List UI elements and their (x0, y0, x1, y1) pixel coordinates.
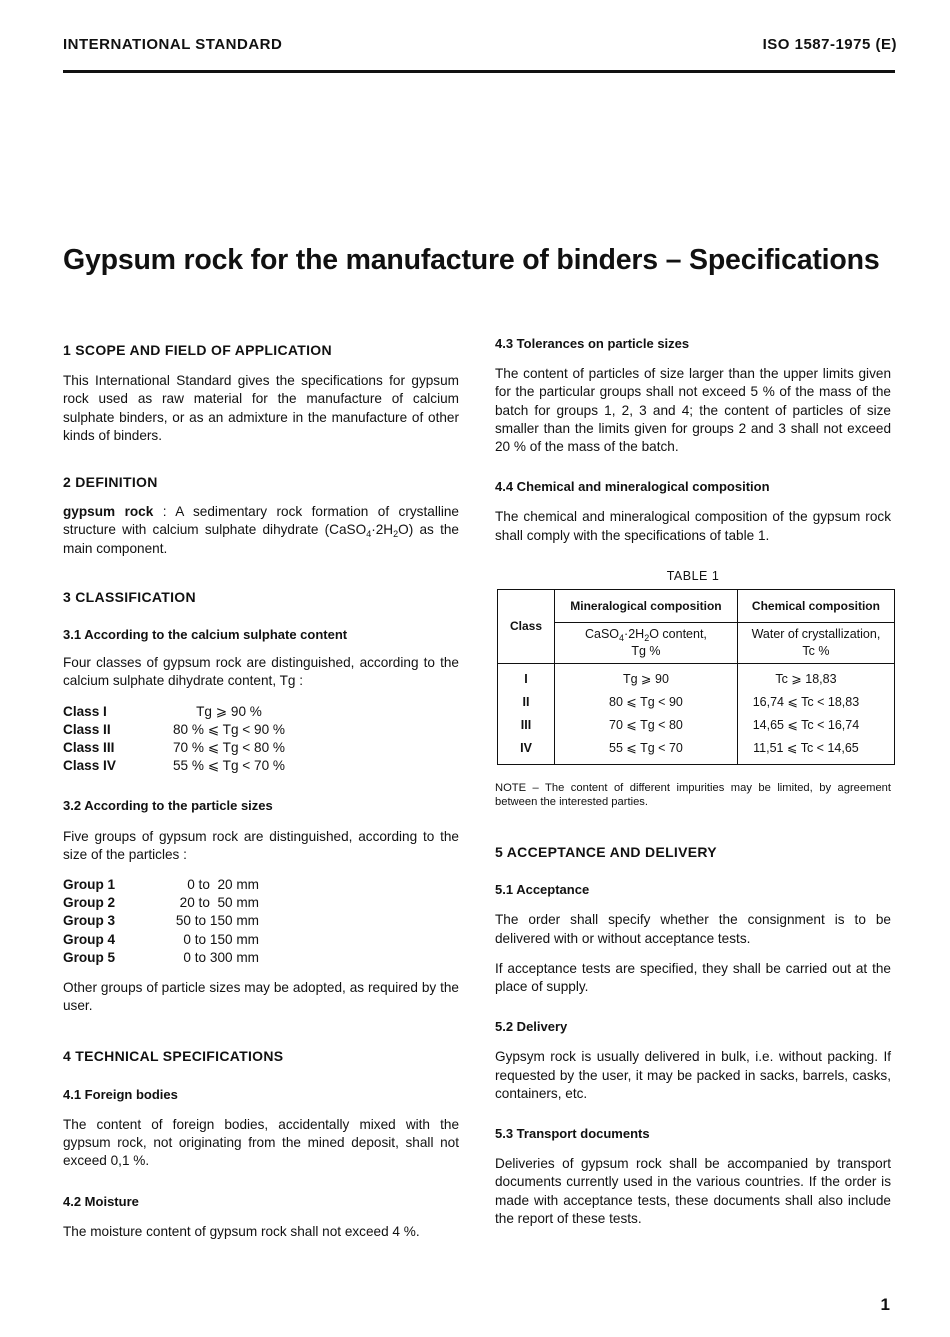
class-label: Class II (63, 721, 111, 737)
table-cell-tg: 55 ⩽ Tg < 70 (555, 737, 738, 765)
section-4-4-text: The chemical and mineralogical composition of the gypsum rock shall comply with the specifications of table 1. (495, 509, 891, 543)
table-chemical-header: Chemical composition (737, 590, 894, 623)
section-4-2-text: The moisture content of gypsum rock shall not exceed 4 %. (63, 1223, 420, 1239)
group-label: Group 3 (63, 913, 116, 929)
group-label: Group 4 (63, 931, 116, 947)
document-title: Gypsum rock for the manufacture of binders – Specifications (63, 244, 880, 276)
definition-term: gypsum rock (63, 504, 154, 520)
table-cell-class: III (498, 714, 555, 737)
section-4-3-heading: 4.3 Tolerances on particle sizes (495, 336, 690, 351)
table-1-caption: TABLE 1 (666, 568, 720, 583)
page-number: 1 (880, 1295, 890, 1314)
class-label: Class I (63, 703, 107, 719)
section-5-heading: 5 ACCEPTANCE AND DELIVERY (495, 844, 717, 861)
section-5-2-text: Gypsym rock is usually delivered in bulk, i.e. without packing. If requested by the user, it may be packed in sacks, barrels, casks, containers, etc. (495, 1049, 891, 1101)
table-1-note: NOTE – The content of different impurities may be limited, by agreement between the interested parties. (495, 782, 891, 809)
section-3-heading: 3 CLASSIFICATION (63, 588, 196, 605)
table-cell-class: II (498, 691, 555, 714)
group-label: Group 5 (63, 949, 116, 965)
table-mineralogical-header: Mineralogical composition (555, 590, 738, 623)
group-value: 20 to 50 mm (179, 895, 259, 911)
table-class-header: Class (498, 590, 555, 664)
table-cell-class: I (498, 664, 555, 692)
class-label: Class III (63, 740, 115, 756)
section-3-2-text: Five groups of gypsum rock are distinguished, according to the size of the particles : (63, 828, 459, 862)
group-value: 0 to 300 mm (179, 949, 259, 965)
group-value: 50 to 150 mm (175, 913, 259, 929)
section-4-1-text: The content of foreign bodies, accidentally mixed with the gypsum rock, not originating from the mined deposit, shall not exceed 0,1 %. (63, 1116, 459, 1169)
section-5-2-heading: 5.2 Delivery (495, 1019, 568, 1035)
header-rule (63, 70, 895, 73)
section-3-2-heading: 3.2 According to the particle sizes (63, 798, 273, 814)
section-3-2-other-text: Other groups of particle sizes may be adopted, as required by the user. (63, 980, 459, 1014)
table-cell-tg: 80 ⩽ Tg < 90 (555, 691, 738, 714)
header-document-code: ISO 1587-1975 (E) (762, 36, 897, 53)
section-4-2-heading: 4.2 Moisture (63, 1193, 139, 1209)
section-5-3-heading: 5.3 Transport documents (495, 1126, 650, 1142)
table-1 (497, 589, 895, 765)
class-value: 80 % ⩽ Tg < 90 % (172, 721, 286, 737)
class-list (63, 703, 459, 776)
table-cell-tg: Tg ⩾ 90 (555, 664, 738, 692)
class-value: 55 % ⩽ Tg < 70 % (172, 758, 286, 774)
section-2-text: gypsum rock : A sedimentary rock formation of crystalline structure with calcium sulphate dihydrate $(CaSO_4\cdot 2H_2O)$ as the main component. (63, 504, 459, 556)
group-label: Group 1 (63, 877, 116, 893)
section-5-1-heading: 5.1 Acceptance (495, 882, 590, 898)
section-3-1-heading: 3.1 According to the calcium sulphate content (63, 627, 348, 643)
table-cell-tc: Tc ⩾ 18,83 (737, 664, 894, 692)
table-row (498, 664, 895, 692)
group-label: Group 2 (63, 895, 116, 911)
section-2-heading: 2 DEFINITION (63, 474, 158, 491)
table-row (498, 737, 895, 765)
table-cell-class: IV (498, 737, 555, 765)
table-cell-tc: 11,51 ⩽ Tc < 14,65 (737, 737, 894, 765)
section-4-1-heading: 4.1 Foreign bodies (63, 1086, 178, 1102)
table-chemical-subheader: Water of crystallization, Tc % (737, 623, 894, 664)
section-4-3-text: The content of particles of size larger than the upper limits given for the particular groups shall not exceed 5 % of the mass of the batch for groups 1, 2, 3 and 4; the content of particles of size smaller than the limits given for groups 2 and 3 shall not exceed 20 % of the mass of the batch. (495, 366, 891, 455)
table-row (498, 691, 895, 714)
section-5-1-text-2: If acceptance tests are specified, they shall be carried out at the place of supply. (495, 960, 891, 995)
table-row (498, 714, 895, 737)
left-column (63, 338, 459, 1241)
class-value: 70 % ⩽ Tg < 80 % (172, 740, 286, 756)
section-5-3-text: Deliveries of gypsum rock shall be accompanied by transport documents currently used in the various countries. If the order is made with acceptance tests, these documents shall also include the report of these tests. (495, 1156, 891, 1226)
section-1-text: This International Standard gives the specifications for gypsum rock used as raw material for the manufacture of calcium sulphate binders, or as an admixture in the manufacture of other kinds of binders. (63, 373, 459, 443)
table-cell-tc: 16,74 ⩽ Tc < 18,83 (737, 691, 894, 714)
section-1-heading: 1 SCOPE AND FIELD OF APPLICATION (63, 342, 332, 358)
section-5-1-text-1: The order shall specify whether the consignment is to be delivered with or without acceptance tests. (495, 912, 891, 946)
section-4-heading: 4 TECHNICAL SPECIFICATIONS (63, 1048, 284, 1065)
table-mineralogical-subheader: $CaSO_4\cdot 2H_2O$ content, Tg % (555, 623, 738, 664)
table-subheader-row (498, 623, 895, 664)
table-header-row (498, 590, 895, 623)
header-standard-label: INTERNATIONAL STANDARD (63, 36, 283, 53)
section-3-1-text: Four classes of gypsum rock are distinguished, according to the calcium sulphate dihydrate content, Tg : (63, 655, 459, 689)
table-cell-tg: 70 ⩽ Tg < 80 (555, 714, 738, 737)
class-label: Class IV (63, 758, 116, 774)
group-value: 0 to 20 mm (183, 877, 259, 893)
group-list (63, 876, 459, 967)
group-value: 0 to 150 mm (179, 931, 259, 947)
class-value: Tg ⩾ 90 % (196, 703, 262, 719)
right-column (495, 338, 891, 1228)
section-4-4-heading: 4.4 Chemical and mineralogical composition (495, 479, 770, 495)
table-cell-tc: 14,65 ⩽ Tc < 16,74 (737, 714, 894, 737)
